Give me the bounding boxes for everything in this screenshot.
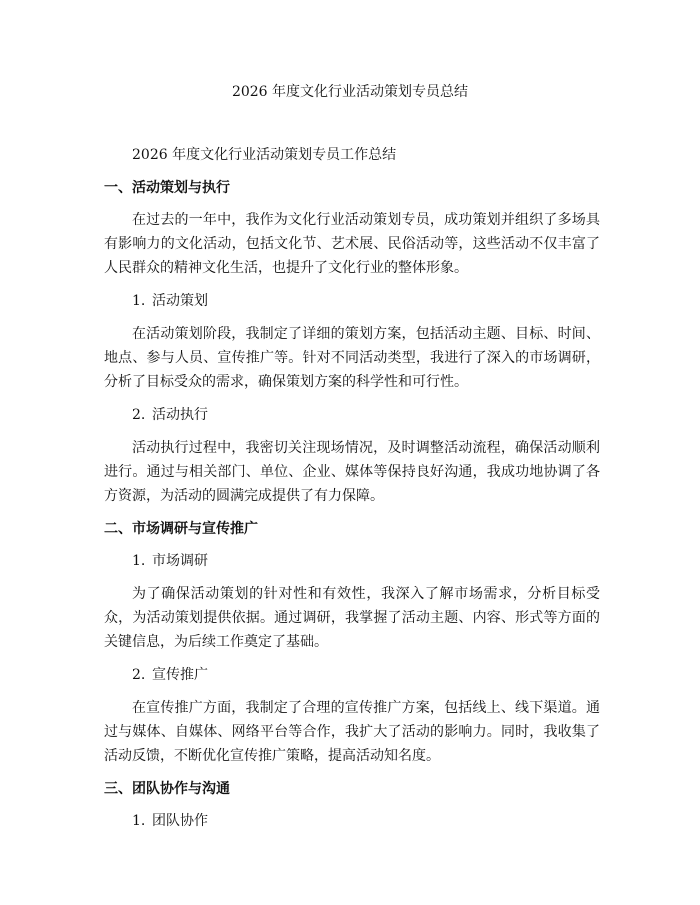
item-number: 1. [132, 553, 146, 569]
section-heading-3: 三、团队协作与沟通 [104, 781, 230, 797]
item-label: 活动策划 [152, 293, 208, 309]
section-1-item-2-text: 活动执行过程中，我密切关注现场情况，及时调整活动流程，确保活动顺利进行。通过与相关部门、单位、企业、媒体等保持良好沟通，我成功地协调了各方资源，为活动的圆满完成提供了有力保障。 [104, 440, 600, 504]
document-body [104, 143, 600, 842]
item-label: 市场调研 [152, 553, 208, 569]
section-heading-2: 二、市场调研与宣传推广 [104, 521, 258, 537]
section-2-item-2-label [104, 663, 600, 687]
item-number: 2. [132, 407, 146, 423]
document-subtitle: 2026 年度文化行业活动策划专员工作总结 [132, 147, 397, 163]
item-number: 2. [132, 667, 146, 683]
section-2-item-1-label [104, 549, 600, 573]
item-label: 宣传推广 [152, 667, 208, 683]
item-number: 1. [132, 813, 146, 829]
document-title: 2026 年度文化行业活动策划专员总结 [231, 84, 469, 100]
section-1-item-1-label [104, 289, 600, 313]
section-1-item-2-label [104, 403, 600, 427]
section-heading-1: 一、活动策划与执行 [104, 180, 230, 196]
section-3-item-1-label [104, 809, 600, 833]
section-1-intro: 在过去的一年中，我作为文化行业活动策划专员，成功策划并组织了多场具有影响力的文化活动，包括文化节、艺术展、民俗活动等，这些活动不仅丰富了人民群众的精神文化生活，也提升了文化行业的整体形象。 [104, 212, 600, 276]
section-1-item-1-text: 在活动策划阶段，我制定了详细的策划方案，包括活动主题、目标、时间、地点、参与人员、宣传推广等。针对不同活动类型，我进行了深入的市场调研，分析了目标受众的需求，确保策划方案的科学性和可行性。 [104, 326, 600, 390]
item-label: 团队协作 [152, 813, 208, 829]
section-2-item-1-text: 为了确保活动策划的针对性和有效性，我深入了解市场需求，分析目标受众，为活动策划提供依据。通过调研，我掌握了活动主题、内容、形式等方面的关键信息，为后续工作奠定了基础。 [104, 586, 600, 650]
item-label: 活动执行 [152, 407, 208, 423]
section-2-item-2-text: 在宣传推广方面，我制定了合理的宣传推广方案，包括线上、线下渠道。通过与媒体、自媒体、网络平台等合作，我扩大了活动的影响力。同时，我收集了活动反馈，不断优化宣传推广策略，提高活动知名度。 [104, 700, 600, 764]
item-number: 1. [132, 293, 146, 309]
